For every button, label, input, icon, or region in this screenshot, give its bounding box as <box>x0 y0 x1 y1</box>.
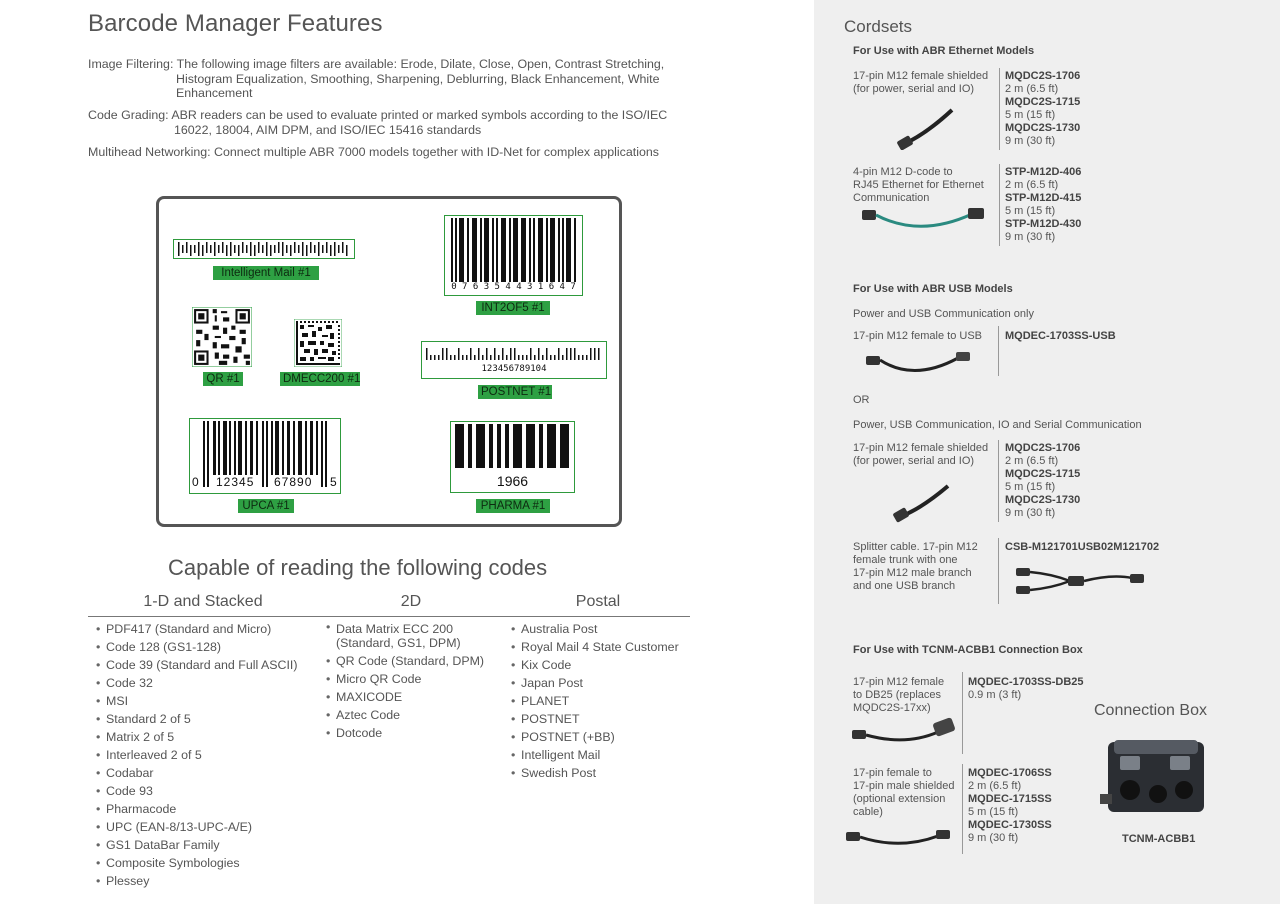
part-length: 5 m (15 ft) <box>1005 109 1056 121</box>
part-length: 9 m (30 ft) <box>968 832 1019 844</box>
usb-subheading: Power, USB Communication, IO and Serial Communication <box>853 419 1142 431</box>
list-item-line: Data Matrix ECC 200 <box>336 622 454 636</box>
cable-description: 17-pin M12 female to USB <box>853 330 983 342</box>
part-length: 2 m (6.5 ft) <box>1005 179 1059 191</box>
upca-bars <box>190 419 340 493</box>
m12-cable-image <box>892 480 952 524</box>
extension-cable-image <box>844 824 956 854</box>
description-line: (optional extension <box>853 793 946 805</box>
int2of5-bars <box>445 218 582 284</box>
part-number: MQDC2S-1706 <box>1005 70 1081 82</box>
list-item: • Composite Symbologies <box>96 854 297 872</box>
list-item: • Intelligent Mail <box>511 746 679 764</box>
label-upca: UPCA #1 <box>238 499 294 513</box>
upca-digits-right: 67890 <box>274 475 313 489</box>
part-length: 9 m (30 ft) <box>1005 231 1056 243</box>
section-heading-usb: For Use with ABR USB Models <box>853 283 1013 295</box>
list-item: • PLANET <box>511 692 679 710</box>
feature-text: ABR readers can be used to evaluate printed or marked symbols according to the ISO/IEC <box>171 108 668 122</box>
connection-box-image <box>1100 734 1212 824</box>
postnet-bars <box>422 346 606 364</box>
part-number: MQDEC-1730SS <box>968 819 1052 831</box>
part-length: 9 m (30 ft) <box>1005 507 1056 519</box>
description-line: cable) <box>853 806 883 818</box>
description-line: 17-pin female to <box>853 767 932 779</box>
postnet-digits: 123456789104 <box>481 364 547 374</box>
description-line: to DB25 (replaces <box>853 689 942 701</box>
db25-cable-image <box>850 716 962 750</box>
part-length: 2 m (6.5 ft) <box>1005 455 1059 467</box>
list-item: • Royal Mail 4 State Customer <box>511 638 679 656</box>
list-2d-codes <box>326 620 484 742</box>
list-item: • Interleaved 2 of 5 <box>96 746 297 764</box>
label-postnet: POSTNET #1 <box>478 385 552 399</box>
description-line: RJ45 Ethernet for Ethernet <box>853 179 984 191</box>
list-item: • Code 93 <box>96 782 297 800</box>
part-list <box>1005 330 1116 343</box>
list-item: • UPC (EAN-8/13-UPC-A/E) <box>96 818 297 836</box>
list-linear-codes <box>96 620 297 890</box>
section-heading-ethernet: For Use with ABR Ethernet Models <box>853 45 1035 57</box>
feature-text: Connect multiple ABR 7000 models together with ID-Net for complex applications <box>214 145 659 159</box>
part-list <box>1005 70 1080 148</box>
part-list <box>1005 166 1081 244</box>
upca-barcode <box>189 418 341 494</box>
divider <box>962 764 963 854</box>
column-heading-postal: Postal <box>575 593 621 610</box>
int2of5-barcode <box>444 215 583 296</box>
description-line: and one USB branch <box>853 580 956 592</box>
feature-text: Enhancement <box>176 86 253 100</box>
list-item: • Japan Post <box>511 674 679 692</box>
list-item <box>326 620 484 652</box>
part-number: STP-M12D-415 <box>1005 192 1082 204</box>
list-item: • QR Code (Standard, DPM) <box>326 652 484 670</box>
list-item-line: (Standard, GS1, DPM) <box>336 636 461 650</box>
part-number: MQDC2S-1730 <box>1005 122 1081 134</box>
part-length: 2 m (6.5 ft) <box>1005 83 1059 95</box>
pharma-bars <box>451 424 574 472</box>
connection-box-label: TCNM-ACBB1 <box>1122 833 1196 845</box>
m12-cable-image <box>896 104 956 150</box>
barcode-sample-panel <box>156 196 622 527</box>
list-item: • PDF417 (Standard and Micro) <box>96 620 297 638</box>
label-pharma: PHARMA #1 <box>476 499 550 513</box>
list-item: • Swedish Post <box>511 764 679 782</box>
feature-text: 16022, 18004, AIM DPM, and ISO/IEC 15416 standards <box>174 122 482 137</box>
upca-digit-right: 5 <box>330 475 337 489</box>
list-item: • Code 32 <box>96 674 297 692</box>
list-postal-codes <box>511 620 679 782</box>
part-number: MQDC2S-1715 <box>1005 96 1081 108</box>
postnet-barcode <box>421 341 607 379</box>
column-heading-linear: 1-D and Stacked <box>143 593 263 610</box>
list-item: • Pharmacode <box>96 800 297 818</box>
label-int2of5: INT2OF5 #1 <box>476 301 550 315</box>
description-line: 17-pin M12 female shielded <box>853 70 989 82</box>
part-number: STP-M12D-430 <box>1005 218 1082 230</box>
part-number: MQDEC-1703SS-DB25 <box>968 676 1084 688</box>
part-number: MQDEC-1715SS <box>968 793 1052 805</box>
list-item: • POSTNET (+BB) <box>511 728 679 746</box>
list-item: • Plessey <box>96 872 297 890</box>
intelligent-mail-barcode <box>173 239 355 259</box>
codes-section-title: Capable of reading the following codes <box>168 555 548 580</box>
or-separator: OR <box>853 394 870 406</box>
column-heading-2d: 2D <box>400 593 422 610</box>
page-title: Barcode Manager Features <box>88 10 383 37</box>
column-divider <box>88 616 690 617</box>
pharma-barcode <box>450 421 575 493</box>
label-intelligent-mail: Intelligent Mail #1 <box>213 266 319 280</box>
divider <box>962 672 963 754</box>
label-qr: QR #1 <box>203 372 243 386</box>
part-length: 9 m (30 ft) <box>1005 135 1056 147</box>
divider <box>998 440 999 522</box>
part-list <box>968 767 1052 845</box>
part-number: MQDC2S-1730 <box>1005 494 1081 506</box>
description-line: Splitter cable. 17-pin M12 <box>853 541 978 553</box>
upca-digits-left: 12345 <box>216 475 255 489</box>
list-item: • Kix Code <box>511 656 679 674</box>
feature-text: Histogram Equalization, Smoothing, Sharpening, Deblurring, Black Enhancement, White <box>176 71 660 86</box>
cable-description <box>853 442 988 468</box>
pharma-value: 1966 <box>496 473 529 489</box>
list-item: • Codabar <box>96 764 297 782</box>
part-number: MQDEC-1703SS-USB <box>1005 330 1116 342</box>
part-number: STP-M12D-406 <box>1005 166 1082 178</box>
description-line: 17-pin M12 male branch <box>853 567 972 579</box>
usb-cable-image <box>864 348 974 376</box>
description-line: female trunk with one <box>853 554 958 566</box>
feature-code-grading <box>88 108 698 137</box>
part-length: 5 m (15 ft) <box>968 806 1019 818</box>
cordsets-title: Cordsets <box>844 17 913 36</box>
int2of5-digits: 0 7 6 3 5 4 4 3 1 6 4 7 <box>451 282 576 292</box>
feature-text: The following image filters are available: Erode, Dilate, Close, Open, Contrast Stretching, <box>176 57 665 71</box>
description-line: 4-pin M12 D-code to <box>853 166 953 178</box>
list-item: • GS1 DataBar Family <box>96 836 297 854</box>
part-length: 0.9 m (3 ft) <box>968 689 1022 701</box>
description-line: 17-pin male shielded <box>853 780 955 792</box>
divider <box>998 538 999 604</box>
divider <box>998 326 999 376</box>
qr-code-image <box>192 307 252 367</box>
cable-description <box>853 767 955 819</box>
cable-description <box>853 70 988 96</box>
datamatrix-image <box>294 319 342 367</box>
divider <box>999 164 1000 246</box>
part-number: CSB-M121701USB02M121702 <box>1005 541 1160 553</box>
usb-subheading: Power and USB Communication only <box>853 308 1034 320</box>
upca-digit-left: 0 <box>192 475 199 489</box>
description-line: MQDC2S-17xx) <box>853 702 931 714</box>
list-item: • Matrix 2 of 5 <box>96 728 297 746</box>
part-length: 5 m (15 ft) <box>1005 205 1056 217</box>
cable-description <box>853 541 978 593</box>
list-item: • Dotcode <box>326 724 484 742</box>
divider <box>999 68 1000 150</box>
description-line: 17-pin M12 female shielded <box>853 442 989 454</box>
ethernet-cable-image <box>860 204 990 240</box>
feature-label: Code Grading: <box>88 108 172 122</box>
list-item: • POSTNET <box>511 710 679 728</box>
intelligent-mail-bars <box>174 240 354 258</box>
splitter-cable-image <box>1012 564 1152 600</box>
part-number: MQDEC-1706SS <box>968 767 1052 779</box>
part-list <box>1005 541 1159 554</box>
part-length: 5 m (15 ft) <box>1005 481 1056 493</box>
part-list <box>968 676 1084 702</box>
description-line: 17-pin M12 female <box>853 676 945 688</box>
section-heading-tcnm: For Use with TCNM-ACBB1 Connection Box <box>853 644 1083 656</box>
list-item: • Code 128 (GS1-128) <box>96 638 297 656</box>
part-number: MQDC2S-1715 <box>1005 468 1081 480</box>
feature-multihead <box>88 145 698 160</box>
cable-description <box>853 166 984 205</box>
description-line: (for power, serial and IO) <box>853 83 975 95</box>
list-item: • Aztec Code <box>326 706 484 724</box>
part-list <box>1005 442 1080 520</box>
part-number: MQDC2S-1706 <box>1005 442 1081 454</box>
feature-label: Image Filtering: <box>88 57 177 71</box>
list-item: • MSI <box>96 692 297 710</box>
connection-box-title: Connection Box <box>1094 702 1207 719</box>
description-line: Communication <box>853 192 930 204</box>
description-line: (for power, serial and IO) <box>853 455 975 467</box>
part-length: 2 m (6.5 ft) <box>968 780 1022 792</box>
label-dmecc200: DMECC200 #1 <box>280 372 360 386</box>
feature-label: Multihead Networking: <box>88 145 215 159</box>
list-item: • MAXICODE <box>326 688 484 706</box>
list-item: • Standard 2 of 5 <box>96 710 297 728</box>
feature-image-filtering <box>88 57 698 101</box>
right-column-cordsets <box>814 0 1280 904</box>
cable-description <box>853 676 944 715</box>
list-item: • Micro QR Code <box>326 670 484 688</box>
list-item: • Australia Post <box>511 620 679 638</box>
list-item: • Code 39 (Standard and Full ASCII) <box>96 656 297 674</box>
